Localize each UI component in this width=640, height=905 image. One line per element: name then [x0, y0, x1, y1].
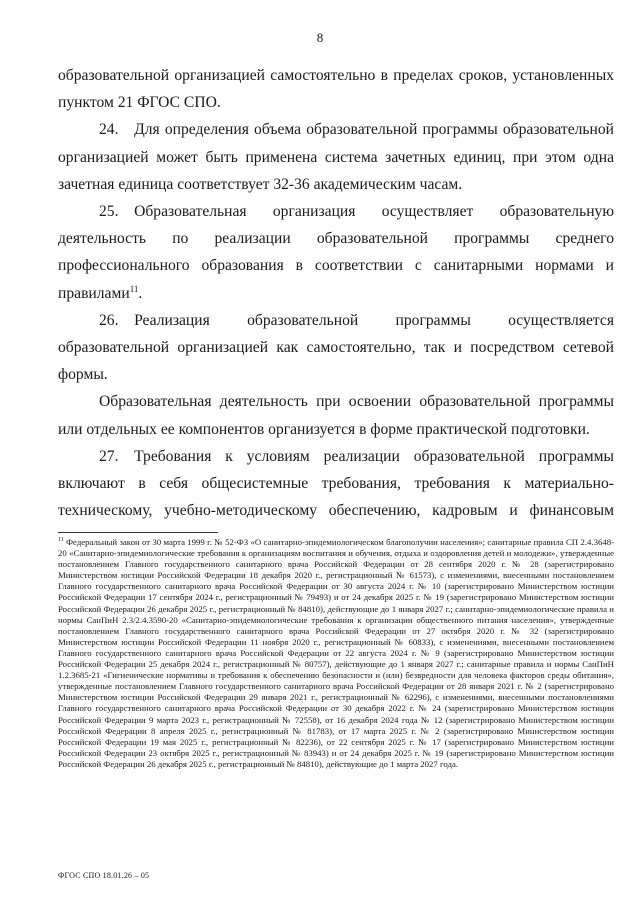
paragraph-27: 27. Требования к условиям реализации образовательной программы включают в себя общесистемные требования, требования к материально-техническому, учебно-методическому обеспечению, кадровым и финансовым [58, 447, 614, 520]
paragraph-26-practical: Образовательная деятельность при освоении образовательной программы или отдельных ее компонентов организуется в форме практической подготовки. [58, 393, 614, 438]
page-number: 8 [316, 30, 324, 45]
footnote-text: Федеральный закон от 30 марта 1999 г. № 52-ФЗ «О санитарно-эпидемиологическом благополучии населения»; санитарные правила СП 2.4.3648-20 «Санитарно-эпидемиологические требования к организациям воспитания и обучения, отдыха и оздоровления детей и молодежи», утвержденные постановлением Главного государственного санитарного врача Российской Федерации от 28 сентября 2020 г. № 28 (зарегистрировано Министерством юстиции Российской Федерации 18 декабря 2020 г., регистрационный № 61573), с изменениями, внесенными постановлением Главного государственного санитарного врача Российской Федерации от 30 августа 2024 г. № 10 (зарегистрировано Министерством юстиции Российской Федерации 17 сентября 2024 г., регистрационный № 79493) и от 24 декабря 2025 г. № 19 (зарегистрировано Министерством юстиции Российской Федерации 26 декабря 2025 г., регистрационный № 84810), действующие до 1 января 2027 г.; санитарно-эпидемиологические правила и нормы СанПиН 2.3/2.4.3590-20 «Санитарно-эпидемиологические требования к организации общественного питания населения», утвержденные постановлением Главного государственного санитарного врача Российской Федерации от 27 октября 2020 г. № 32 (зарегистрировано Министерством юстиции Российской Федерации 11 ноября 2020 г., регистрационный № 60833), с изменениями, внесенными постановлением Главного государственного санитарного врача Российской Федерации от 22 августа 2024 г. № 9 (зарегистрировано Министерством юстиции Российской Федерации 25 декабря 2024 г., регистрационный № 80757), действующие до 1 января 2027 г.; санитарные правила и нормы СанПиН 1.2.3685-21 «Гигиенические нормативы и требования к обеспечению безопасности и (или) безвредности для человека факторов среды обитания», утвержденные постановлением Главного государственного санитарного врача Российской Федерации от 28 января 2021 г. № 2 (зарегистрировано Министерством юстиции Российской Федерации 29 января 2021 г., регистрационный № 62296), с изменениями, внесенными постановлениями Главного государственного санитарного врача Российской Федерации от 30 декабря 2022 г. № 24 (зарегистрировано Министерством юстиции Российской Федерации 9 марта 2023 г., регистрационный № 72558), от 16 декабря 2024 года № 12 (зарегистрировано Министерством юстиции Российской Федерации 8 апреля 2025 г., регистрационный № 81783), от 17 марта 2025 г. № 2 (зарегистрировано Министерством юстиции Российской Федерации 19 мая 2025 г., регистрационный № 82236), от 22 сентября 2025 г. № 17 (зарегистрировано Министерством юстиции Российской Федерации 23 октября 2025 г., регистрационный № 83943) и от 24 декабря 2025 г. № 19 (зарегистрировано Министерством юстиции Российской Федерации 26 декабря 2025 г., регистрационный № 84810), действующие до 1 марта 2027 года. [58, 537, 615, 769]
footnote [58, 537, 614, 770]
paragraph-25: 25. Образовательная организация осуществляет образовательную деятельность по реализации образовательной программы среднего профессионального образования в соответствии с санитарными нормами и правилами$^{11}$. [58, 203, 614, 302]
paragraph-24: 24. Для определения объема образовательной программы образовательной организацией может быть применена система зачетных единиц, при этом одна зачетная единица соответствует 32-36 академическим часам. [58, 121, 614, 193]
paragraph-continuation: образовательной организацией самостоятельно в пределах сроков, установленных пунктом 21 ФГОС СПО. [58, 67, 614, 112]
footnote-number: 11 [58, 537, 64, 544]
footnote-separator [58, 532, 218, 533]
paragraph-25-text: 25. Образовательная организация осуществляет образовательную деятельность по реализации образовательной программы среднего профессионального образования в соответствии с санитарными нормами и правилами [58, 203, 614, 302]
body-text [58, 62, 614, 524]
footnote-reference[interactable]: 11 [129, 283, 139, 294]
paragraph-26: 26. Реализация образовательной программы осуществляется образовательной организацией как самостоятельно, так и посредством сетевой формы. [58, 311, 614, 384]
document-footer: ФГОС СПО 18.01.26 – 05 [58, 871, 150, 880]
